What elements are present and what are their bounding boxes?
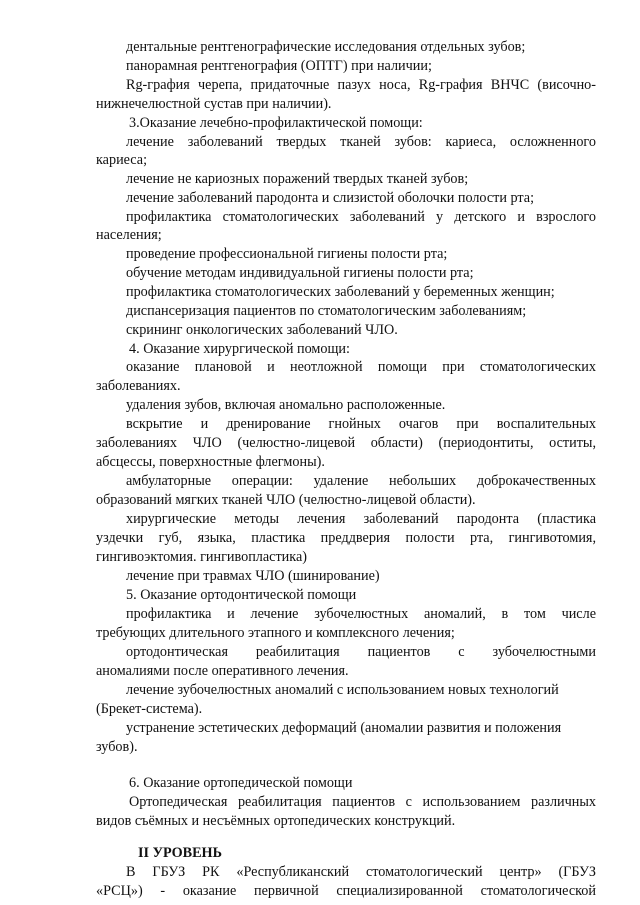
text-line: удаления зубов, включая аномально расположенные. <box>126 397 446 413</box>
text-line: Ортопедическая реабилитация пациентов с использованием различных <box>129 794 596 810</box>
section-heading: 6. Оказание ортопедической помощи <box>129 775 353 791</box>
text-line: профилактика стоматологических заболеваний у беременных женщин; <box>126 284 555 300</box>
text-line: заболеваниях. <box>96 378 181 394</box>
section-heading: 3.Оказание лечебно-профилактической помощи: <box>129 115 423 131</box>
text-line: населения; <box>96 227 162 243</box>
text-line: видов съёмных и несъёмных ортопедических конструкций. <box>96 813 456 829</box>
text-line: Rg-графия черепа, придаточные пазух носа, Rg-графия ВНЧС (височно- <box>126 77 596 93</box>
text-line: лечение зубочелюстных аномалий с использованием новых технологий <box>126 682 559 698</box>
text-line: гингивоэктомия. гингивопластика) <box>96 549 307 565</box>
text-line: зубов). <box>96 739 138 755</box>
section-heading: 4. Оказание хирургической помощи: <box>129 341 350 357</box>
text-line: диспансеризация пациентов по стоматологическим заболеваниям; <box>126 303 527 319</box>
text-line: оказание плановой и неотложной помощи при стоматологических <box>126 359 596 375</box>
text-line: уздечки губ, языка, пластика преддверия полости рта, гингивотомия, <box>96 530 596 546</box>
text-line: В ГБУЗ РК «Республиканский стоматологический центр» (ГБУЗ <box>126 864 596 880</box>
text-line: скрининг онкологических заболеваний ЧЛО. <box>126 322 398 338</box>
text-line: (Брекет-система). <box>96 701 203 717</box>
text-line: лечение при травмах ЧЛО (шинирование) <box>126 568 380 584</box>
text-line: профилактика и лечение зубочелюстных аномалий, в том числе <box>126 606 596 622</box>
text-line: проведение профессиональной гигиены полости рта; <box>126 246 448 262</box>
text-line: профилактика стоматологических заболеваний у детского и взрослого <box>126 209 596 225</box>
text-line: хирургические методы лечения заболеваний пародонта (пластика <box>126 511 596 527</box>
text-line: требующих длительного этапного и комплексного лечения; <box>96 625 455 641</box>
text-line: кариеса; <box>96 152 148 168</box>
text-line: панорамная рентгенография (ОПТГ) при наличии; <box>126 58 432 74</box>
text-line: «РСЦ») - оказание первичной специализированной стоматологической <box>96 883 596 899</box>
text-line: дентальные рентгенографические исследования отдельных зубов; <box>126 39 526 55</box>
text-line: обучение методам индивидуальной гигиены полости рта; <box>126 265 474 281</box>
level-heading: II УРОВЕНЬ <box>138 845 222 861</box>
text-line: лечение заболеваний пародонта и слизистой оболочки полости рта; <box>126 190 535 206</box>
text-line: заболеваниях ЧЛО (челюстно-лицевой области) (периодонтиты, оститы, <box>96 435 596 451</box>
text-line: амбулаторные операции: удаление небольших доброкачественных <box>126 473 596 489</box>
text-line: устранение эстетических деформаций (аномалии развития и положения <box>126 720 562 736</box>
text-line: лечение не кариозных поражений твердых тканей зубов; <box>126 171 469 187</box>
text-line: вскрытие и дренирование гнойных очагов при воспалительных <box>126 416 596 432</box>
text-line: нижнечелюстной сустав при наличии). <box>96 96 332 112</box>
section-heading: 5. Оказание ортодонтической помощи <box>126 587 357 603</box>
text-line: ортодонтическая реабилитация пациентов с зубочелюстными <box>126 644 596 660</box>
text-line: образований мягких тканей ЧЛО (челюстно-лицевой области). <box>96 492 476 508</box>
text-line: абсцессы, поверхностные флегмоны). <box>96 454 325 470</box>
text-line: аномалиями после оперативного лечения. <box>96 663 349 679</box>
text-line: лечение заболеваний твердых тканей зубов: кариеса, осложненного <box>126 134 596 150</box>
